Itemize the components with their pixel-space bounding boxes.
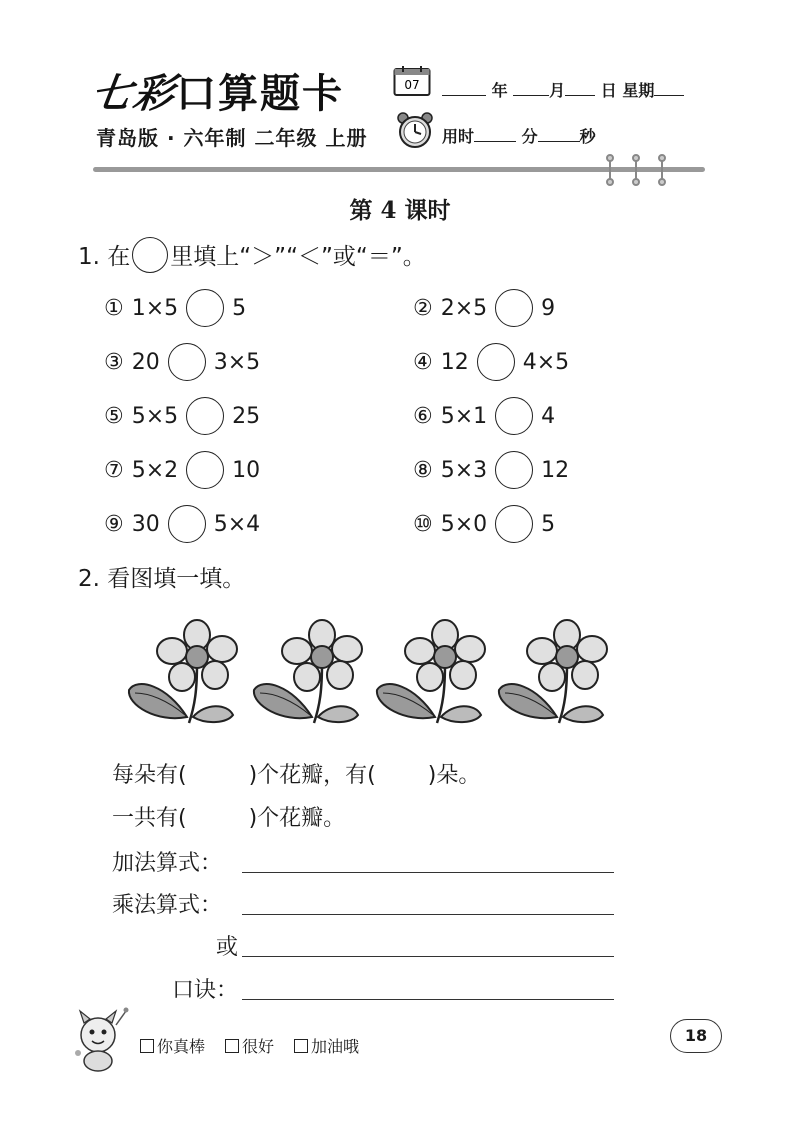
rating-option[interactable]	[225, 1034, 274, 1057]
answer-circle[interactable]	[186, 397, 224, 435]
compare-item	[104, 289, 246, 327]
item-left: 2×5	[440, 295, 488, 321]
item-number: ⑩	[413, 511, 433, 537]
item-left: 30	[131, 511, 160, 537]
self-rating	[140, 1034, 359, 1057]
item-left: 5×3	[440, 457, 488, 483]
section1-title-after: 里填上“＞”“＜”或“＝”。	[170, 244, 426, 270]
compare-item	[413, 451, 569, 489]
calendar-day: 07	[404, 78, 420, 92]
item-right: 4×5	[522, 349, 570, 375]
flower-2	[254, 620, 362, 723]
addition-label: 加法算式：	[112, 851, 223, 876]
answer-circle[interactable]	[495, 505, 533, 543]
answer-circle[interactable]	[495, 289, 533, 327]
petals-count-line	[112, 758, 480, 789]
section1-title	[78, 238, 426, 276]
time-minutes-label: 分	[521, 127, 538, 146]
section2-number: 2.	[78, 566, 100, 592]
flowers-illustration	[112, 600, 657, 740]
alarm-clock-icon	[395, 110, 435, 150]
item-right: 4	[541, 403, 556, 429]
item-number: ⑧	[413, 457, 433, 483]
item-number: ③	[104, 349, 124, 375]
rating-label: 加油哦	[311, 1037, 360, 1056]
section1-title-before: 在	[107, 244, 131, 270]
binder-rings-icon	[598, 152, 678, 186]
rating-label: 你真棒	[157, 1037, 206, 1056]
item-number: ①	[104, 295, 124, 321]
item-right: 5×4	[213, 511, 261, 537]
time-line	[442, 124, 596, 147]
checkbox[interactable]	[225, 1039, 239, 1053]
item-left: 5×1	[440, 403, 488, 429]
item-left: 5×2	[131, 457, 179, 483]
answer-circle[interactable]	[186, 289, 224, 327]
item-right: 9	[541, 295, 556, 321]
checkbox[interactable]	[294, 1039, 308, 1053]
item-left: 5×0	[440, 511, 488, 537]
multiplication-alt-answer-line[interactable]	[242, 956, 614, 957]
compare-item	[413, 397, 555, 435]
compare-item	[104, 343, 260, 381]
item-left: 1×5	[131, 295, 179, 321]
line1-part-c: )朵。	[427, 763, 481, 788]
compare-item	[104, 505, 260, 543]
line2-part-a: 一共有(	[112, 806, 187, 831]
flower-3	[377, 620, 485, 723]
page-number: 18	[670, 1019, 722, 1053]
rhyme-answer-line[interactable]	[242, 999, 614, 1000]
item-right: 3×5	[213, 349, 261, 375]
item-number: ⑦	[104, 457, 124, 483]
calendar-icon	[393, 65, 431, 97]
or-label: 或	[216, 935, 239, 960]
total-petals-line	[112, 801, 345, 832]
answer-circle[interactable]	[495, 397, 533, 435]
item-number: ②	[413, 295, 433, 321]
compare-item	[413, 343, 569, 381]
item-left: 12	[440, 349, 469, 375]
date-year-label: 年	[491, 81, 508, 100]
item-number: ⑥	[413, 403, 433, 429]
rhyme-label: 口诀：	[172, 978, 239, 1003]
time-label: 用时	[442, 127, 475, 146]
item-right: 25	[232, 403, 261, 429]
item-left: 5×5	[131, 403, 179, 429]
compare-item	[104, 397, 260, 435]
item-number: ⑨	[104, 511, 124, 537]
brand-suffix: 口算题卡	[176, 71, 344, 117]
section2-title-text: 看图填一填。	[107, 566, 246, 592]
item-right: 10	[232, 457, 261, 483]
edition-label: 青岛版 · 六年制 二年级 上册	[96, 126, 368, 150]
answer-circle[interactable]	[168, 343, 206, 381]
compare-item	[413, 289, 555, 327]
line1-part-a: 每朵有(	[112, 763, 187, 788]
date-day-label: 日	[600, 81, 617, 100]
multiplication-label: 乘法算式：	[112, 893, 223, 918]
answer-circle[interactable]	[477, 343, 515, 381]
section2-title	[78, 560, 245, 593]
time-seconds-label: 秒	[579, 127, 596, 146]
line2-part-b: )个花瓣。	[248, 806, 346, 831]
item-number: ⑤	[104, 403, 124, 429]
lesson-title: 第 4 课时	[349, 197, 451, 224]
answer-circle[interactable]	[186, 451, 224, 489]
date-month-label: 月	[549, 81, 566, 100]
brand-prefix: 七彩	[88, 71, 179, 117]
multiplication-answer-line[interactable]	[242, 914, 614, 915]
section1-number: 1.	[78, 244, 100, 270]
date-line	[442, 78, 684, 101]
date-weekday-label: 星期	[622, 81, 655, 100]
rating-label: 很好	[242, 1037, 275, 1056]
item-number: ④	[413, 349, 433, 375]
compare-item	[413, 505, 555, 543]
brand-title	[88, 62, 344, 119]
item-left: 20	[131, 349, 160, 375]
rating-option[interactable]	[294, 1034, 359, 1057]
addition-answer-line[interactable]	[242, 872, 614, 873]
answer-circle[interactable]	[495, 451, 533, 489]
example-circle	[132, 237, 168, 273]
flower-1	[129, 620, 237, 723]
answer-circle[interactable]	[168, 505, 206, 543]
rating-option[interactable]	[140, 1034, 205, 1057]
mascot-illustration	[70, 1005, 132, 1073]
checkbox[interactable]	[140, 1039, 154, 1053]
line1-part-b: )个花瓣，有(	[248, 763, 376, 788]
compare-item	[104, 451, 260, 489]
item-right: 5	[541, 511, 556, 537]
item-right: 5	[232, 295, 247, 321]
item-right: 12	[541, 457, 570, 483]
flower-4	[499, 620, 607, 723]
